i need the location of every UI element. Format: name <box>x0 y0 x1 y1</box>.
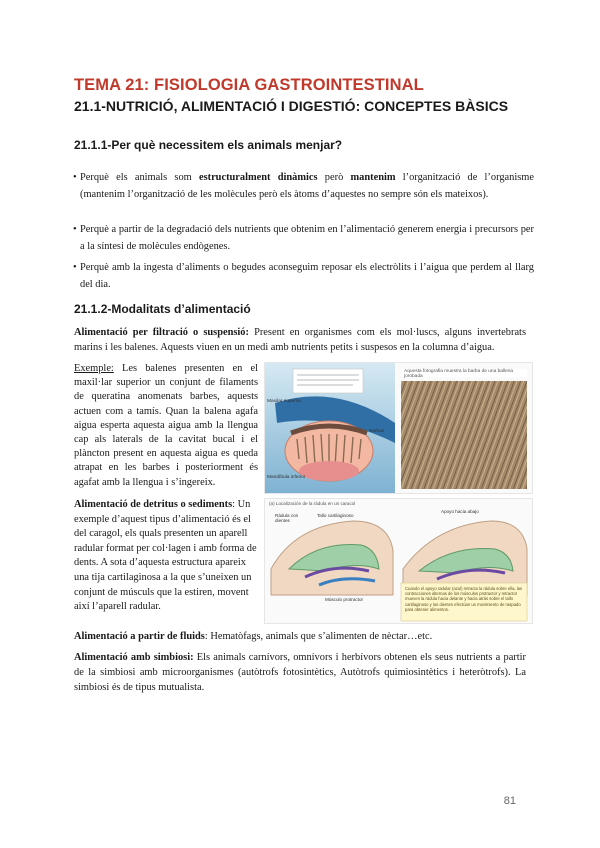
example-text: Les balenes presenten en el maxil·lar superior un conjunt de filaments de queratina anomenats barbes, aquests actuen com a tamís. Quan la balena agafa aigua esperta aquesta aigua amb la llengua cap als laterals de la cavitat bucal i el plàncton present en aquesta aigua es queda atrapat en les barbes i posteriorment és agafat amb la llengua i s’ingereix. <box>74 363 258 488</box>
page-number: 81 <box>503 795 516 807</box>
bullet-1-bold-2: mantenim <box>350 172 396 183</box>
whale-label-baleen: Barbas <box>369 429 385 434</box>
whale-label-maxilla: Maxilar superior <box>267 399 302 404</box>
example-label: Exemple: <box>74 363 114 374</box>
symbiosis-label: Alimentació amb simbiosi: <box>74 652 194 663</box>
bullet-1-pre: Perquè els animals som <box>80 172 199 183</box>
detritus-label: Alimentació de detritus o sediments <box>74 499 233 510</box>
bullet-2-text: Perquè a partir de la degradació dels nutrients que obtenim en l’alimentació generem energia i precursors per a la síntesi de molècules endògenes. <box>80 224 534 252</box>
example-paragraph <box>74 362 258 490</box>
whale-baleen-figure <box>264 362 533 494</box>
snail-label-muscle: Músculo protractor <box>325 597 364 602</box>
bullet-item-2: • Perquè a partir de la degradació dels nutrients que obtenim en l’alimentació generem energia i precursors per a la síntesi de molècules endògenes. <box>73 224 534 252</box>
snail-label-stalk: Tallo cartilaginoso <box>317 513 354 518</box>
symbiosis-text: Els animals carnívors, omnívors i herbívors obtenen els seus nutrients a partir de la simbiosi amb microorganismes (autòtrofs fotosintètics, Autòtrofs quimiosintètics i heteròtrofs). La simbiosi és de tipus mutualista. <box>74 652 526 693</box>
whale-photo-caption: Aquesta fotografia muestra la barba de una ballena jorobada <box>404 369 514 379</box>
snail-label-radula: Rádula con dientes <box>275 513 299 523</box>
detritus-text: : Un exemple d’aquest tipus d’alimentació és el del caragol, els quals presenten un aparell radular format per col·lagen i amb forma de dents. A sota d’aquesta estructura apareix una tija cartilaginosa a la que s’uneixen un conjunt de músculs que la estiren, movent així l’aparell radular. <box>74 499 257 613</box>
filtration-text: Present en organismes com els mol·luscs, alguns invertebrats marins i les balenes. Aquests viuen en un medi amb nutrients petits i suspesos en la columna d’aigua. <box>74 327 526 353</box>
filtration-label: Alimentació per filtració o suspensió: <box>74 327 249 338</box>
snail-caption: (a) Localización de la rádula en un caracol <box>269 501 356 506</box>
whale-label-mandible: Mandíbula inferior <box>267 475 306 480</box>
snail-explanation-box: Cuando el apoyo radular (azul) retracta la rádula sobre ella, las contracciones alternas de los músculos protractor y retractor mueven la rádula hacia delante y hacia atrás sobre el tallo cartilaginoso y las dientes efectúan un movimiento de raspado para obtener alimentos. <box>405 586 523 612</box>
snail-label-support: Apoyo hacia abajo <box>441 509 479 514</box>
bullet-item-3: • Perquè amb la ingesta d’aliments o begudes aconseguim reposar els electròlits i l’aigua que perdem al llarg del dia. <box>73 262 534 290</box>
bullet-3-text: Perquè amb la ingesta d’aliments o begudes aconseguim reposar els electròlits i l’aigua que perdem al llarg del dia. <box>80 262 534 290</box>
section-title: 21.1-NUTRICIÓ, ALIMENTACIÓ I DIGESTIÓ: CONCEPTES BÀSICS <box>74 98 509 114</box>
subsection-heading-1: 21.1.1-Per què necessitem els animals menjar? <box>74 138 343 152</box>
bullet-item-1: • Perquè els animals som estructuralment dinàmics però mantenim l’organització de l’organisme (mantenim l’organització de les molècules però els àtoms d’aquestes no sempre són els mateixos). <box>73 172 534 200</box>
whale-baleen-illustration <box>265 363 532 493</box>
filtration-paragraph <box>74 326 526 355</box>
bullet-1-bold-1: estructuralment dinàmics <box>198 172 318 183</box>
subsection-heading-2: 21.1.2-Modalitats d’alimentació <box>74 302 251 316</box>
bullet-1-post: l’organització de l’organisme (mantenim l’organització de les molècules però els àtoms d’aquestes no sempre són els mateixos). <box>80 172 534 200</box>
fluids-label: Alimentació a partir de fluids <box>74 631 205 642</box>
fluids-text: : Hematòfags, animals que s’alimenten de nèctar…etc. <box>204 631 433 642</box>
bullet-1-mid: però <box>317 172 351 183</box>
fluids-paragraph <box>74 630 526 645</box>
detritus-paragraph <box>74 498 260 615</box>
symbiosis-paragraph <box>74 650 526 695</box>
snail-radula-figure <box>264 498 533 624</box>
chapter-title: TEMA 21: FISIOLOGIA GASTROINTESTINAL <box>74 76 424 94</box>
